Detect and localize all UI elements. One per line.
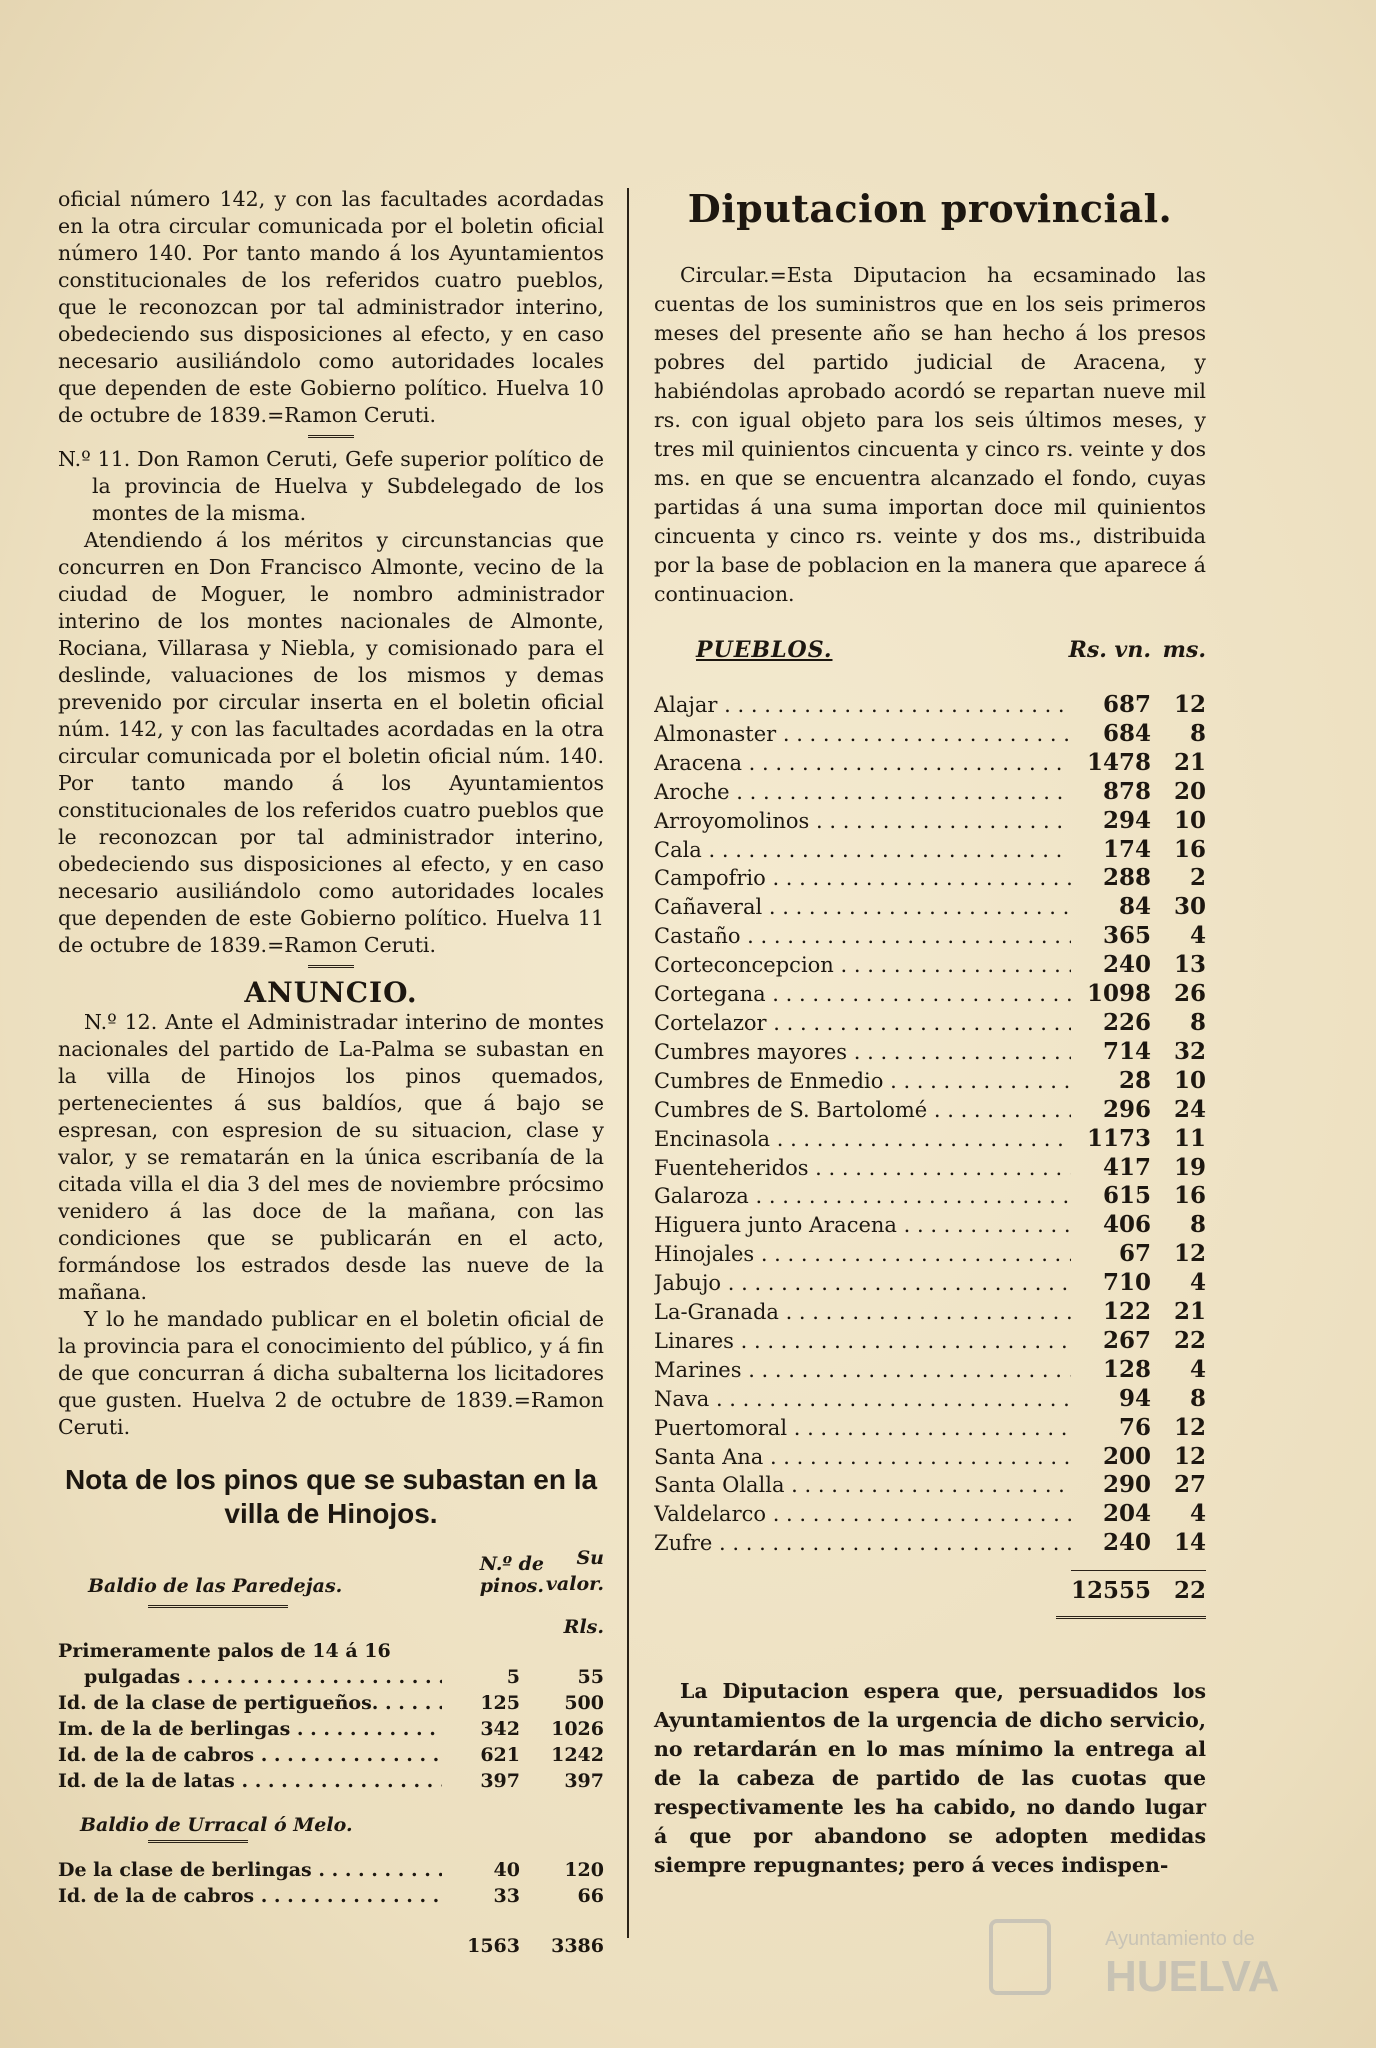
table-row [654,893,1206,922]
pueblo-name: Cumbres de S. Bartolomé . . . [654,1096,1071,1125]
pueblo-ms: 21 [1173,748,1206,776]
nota-rows-1 [58,1638,604,1794]
table-row [654,951,1206,980]
paragraph-5: Y lo he mandado publicar en el boletin oficial de la provincia para el conocimiento del público, y á fin de que concurran á dicha subalterna los licitadores que gusten. Huelva 2 de octubre de 1839.=Ramon Ceruti. [58,1307,604,1439]
table-row [58,1716,604,1742]
pueblo-rs: 878 [1102,777,1151,805]
pueblo-rs: 290 [1102,1471,1151,1499]
head-pueblos: PUEBLOS. [696,637,833,663]
separator [308,965,354,970]
nota-title: Nota de los pinos que se subastan en la villa de Hinojos. [64,1464,598,1529]
row-label: pulgadas . . . [58,1664,442,1690]
table-row [654,1038,1206,1067]
pueblo-ms: 13 [1173,951,1206,979]
table-row [654,1471,1206,1500]
table-row [58,1638,604,1664]
pueblo-rs: 288 [1102,864,1151,892]
pueblo-ms: 4 [1189,1355,1206,1383]
pueblo-rs: 122 [1102,1298,1151,1326]
table-row [654,1182,1206,1211]
paragraph-2: N.º 11. Don Ramon Ceruti, Gefe superior político de la provincia de Huelva y Subdelegado de los montes de la misma. [58,447,604,525]
pueblo-ms: 8 [1189,1008,1206,1036]
pueblo-rs: 226 [1102,1008,1151,1036]
total-ms: 22 [1151,1570,1206,1604]
table-row [654,1125,1206,1154]
pueblo-name: Marines . . . [654,1356,1071,1385]
pueblo-rs: 240 [1102,951,1151,979]
table-row [58,1690,604,1716]
pueblo-name: Campofrio . . . [654,864,1071,893]
row-label: Id. de la de cabros . . . [58,1883,442,1909]
pueblo-rs: 714 [1102,1037,1151,1065]
pueblo-name: La-Granada . . . [654,1298,1071,1327]
pueblo-ms: 4 [1189,1500,1206,1528]
pueblo-rs: 240 [1102,1529,1151,1557]
table-row [654,1327,1206,1356]
table-row [654,1269,1206,1298]
watermark-logo [985,1905,1305,2005]
table-row [654,1211,1206,1240]
pueblo-rs: 1098 [1086,980,1151,1008]
row-pinos: 33 [493,1885,520,1907]
table-row [654,1067,1206,1096]
separator [148,1605,288,1610]
row-label: De la clase de berlingas . . . [58,1857,442,1883]
pueblo-rs: 296 [1102,1095,1151,1123]
head-ms: ms. [1162,637,1206,663]
pueblo-name: Nava . . . [654,1385,1071,1414]
pueblo-name: Fuenteheridos . . . [654,1154,1071,1183]
pueblo-rs: 710 [1102,1269,1151,1297]
table-row [654,1443,1206,1472]
table-row [58,1768,604,1794]
table-row [654,1240,1206,1269]
table-row [654,1500,1206,1529]
pueblo-rs: 94 [1118,1384,1151,1412]
pueblo-name: Cortelazor . . . [654,1009,1071,1038]
row-valor: 66 [577,1885,604,1907]
pueblo-ms: 4 [1189,1269,1206,1297]
pueblo-ms: 12 [1173,691,1206,718]
pueblo-ms: 24 [1173,1095,1206,1123]
pueblo-ms: 16 [1173,835,1206,863]
pueblo-name: Higuera junto Aracena . . . [654,1211,1071,1240]
table-row [654,1298,1206,1327]
total-pinos: 1563 [467,1935,520,1957]
row-valor: 500 [564,1692,604,1714]
column-divider [627,188,629,1938]
table-row [654,691,1206,720]
pueblo-name: Cortegana . . . [654,980,1071,1009]
pueblo-ms: 32 [1173,1037,1206,1065]
table-row [58,1857,604,1883]
table-row [654,720,1206,749]
pueblo-ms: 8 [1189,1384,1206,1412]
pueblo-name: Castaño . . . [654,922,1071,951]
pueblo-ms: 30 [1173,893,1206,921]
pueblo-name: Cumbres mayores . . . [654,1038,1071,1067]
row-pinos: 397 [480,1770,520,1792]
pueblo-name: Hinojales . . . [654,1240,1071,1269]
table-row [654,807,1206,836]
row-label: Id. de la clase de pertigueños. . . . [58,1690,442,1716]
head-rs: Rs. vn. [1068,637,1151,663]
rls-label: Rls. [563,1616,604,1638]
table-row [654,778,1206,807]
pueblo-rs: 204 [1102,1500,1151,1528]
nota-totals [58,1935,604,1957]
col-head-valor [544,1545,604,1597]
row-valor: 120 [564,1859,604,1881]
pueblo-ms: 10 [1173,1066,1206,1094]
watermark-line2: HUELVA [1105,1952,1280,2001]
pueblo-ms: 4 [1189,922,1206,950]
pueblo-ms: 16 [1173,1182,1206,1210]
paragraph-1: oficial número 142, y con las facultades acordadas en la otra circular comunicada por el boletin oficial número 140. Por tanto mando á los Ayuntamientos constitucionales de los referidos cuatro pueblos, que le reconozcan por tal administrador interino, obedeciendo sus disposiciones al efecto, y en caso necesario ausiliándolo como autoridades locales que dependen de este Gobierno político. Huelva 10 de octubre de 1839.=Ramon Ceruti. [58,187,604,427]
pueblo-name: Linares . . . [654,1327,1071,1356]
pueblo-name: Alajar . . . [654,691,1071,720]
col-head-su: Su [576,1547,604,1569]
table-row [654,1154,1206,1183]
col-head-pinos: N.º de pinos. [479,1553,544,1597]
col-head-valor-word: valor. [545,1573,604,1595]
table-row [654,1356,1206,1385]
pueblo-rs: 615 [1102,1182,1151,1210]
pueblo-rs: 417 [1102,1153,1151,1181]
row-label: Primeramente palos de 14 á 16 [58,1640,391,1662]
table-row [654,980,1206,1009]
pueblo-name: Corteconcepcion . . . [654,951,1071,980]
shield-icon [991,1921,1049,1993]
left-column [58,186,604,1957]
row-label: Im. de la de berlingas . . . [58,1716,442,1742]
pueblo-name: Puertomoral . . . [654,1414,1071,1443]
row-label: Id. de la de latas . . . [58,1768,442,1794]
pueblo-name: Cumbres de Enmedio . . . [654,1067,1071,1096]
pueblo-ms: 12 [1173,1442,1206,1470]
pueblo-rs: 200 [1102,1442,1151,1470]
pueblo-name: Arroyomolinos . . . [654,807,1071,836]
pueblo-ms: 21 [1173,1298,1206,1326]
pueblo-name: Santa Ana . . . [654,1443,1071,1472]
pueblo-ms: 19 [1173,1153,1206,1181]
pueblo-name: Aracena . . . [654,749,1071,778]
nota-header [58,1545,604,1597]
table-row [654,836,1206,865]
section2-title: Baldio de Urracal ó Melo. [80,1814,353,1836]
table-row [58,1883,604,1909]
row-pinos: 621 [480,1744,520,1766]
pueblo-rs: 687 [1102,691,1151,718]
paragraph-4: N.º 12. Ante el Administradar interino de montes nacionales del partido de La-Palma se subastan en la villa de Hinojos los pinos quemados, pertenecientes á sus baldíos, que á bajo se espresan, con espresion de su situacion, clase y valor, y se rematarán en la única escribanía de la citada villa el dia 3 del mes de noviembre prócsimo venidero á las doce de la mañana, con las condiciones que se publicarán en el acto, formándose los estrados desde las nueve de la mañana. [58,1010,604,1304]
table-row [654,1096,1206,1125]
pueblo-rs: 294 [1102,806,1151,834]
paragraph-3: Atendiendo á los méritos y circunstancias que concurren en Don Francisco Almonte, vecino de la ciudad de Moguer, le nombro administrador interino de los montes nacionales de Almonte, Rociana, Villarasa y Niebla, y comisionado para el deslinde, valuaciones de los mismos y demas prevenido por circular inserta en el boletin oficial núm. 142, y con las facultades acordadas en la otra circular comunicada por el boletin oficial núm. 140. Por tanto mando á los Ayuntamientos constitucionales de los referidos cuatro pueblos que le reconozcan por tal administrador interino, obedeciendo sus disposiciones al efecto, y en caso necesario ausiliándolo como autoridades locales que dependen de este Gobierno político. Huelva 11 de octubre de 1839.=Ramon Ceruti. [58,528,604,957]
table-row [654,864,1206,893]
row-pinos: 342 [480,1718,520,1740]
pueblo-name: Santa Olalla . . . [654,1471,1071,1500]
table-row [654,1529,1206,1558]
total-rs: 12555 [1071,1570,1151,1604]
pueblo-ms: 14 [1173,1529,1206,1557]
pueblo-ms: 11 [1173,1124,1206,1152]
pueblo-rs: 684 [1102,719,1151,747]
pueblo-ms: 20 [1173,777,1206,805]
col-head-baldio: Baldio de las Paredejas. [88,1575,343,1597]
total-valor: 3386 [551,1935,604,1957]
anuncio-title: ANUNCIO. [244,976,418,1009]
table-row [654,1414,1206,1443]
pueblo-ms: 12 [1173,1240,1206,1268]
pueblo-name: Aroche . . . [654,778,1071,807]
nota-rows-2 [58,1857,604,1909]
pueblo-name: Almonaster . . . [654,720,1071,749]
table-row [58,1742,604,1768]
closing-paragraph: La Diputacion espera que, persuadidos los Ayuntamientos de la urgencia de dicho servicio, no retardarán en lo mas mínimo la entrega al de la cabeza de partido de las cuotas que respectivamente les ha cabido, no dando lugar á que por abandono se adopten medidas siempre repugnantes; pero á veces indispen- [654,1679,1206,1878]
pueblo-ms: 27 [1173,1471,1206,1499]
pueblo-rs: 28 [1118,1066,1151,1094]
watermark-line1: Ayuntamiento de [1105,1928,1255,1950]
pueblo-rs: 128 [1102,1355,1151,1383]
table-row [654,922,1206,951]
pueblo-ms: 10 [1173,806,1206,834]
row-valor: 55 [577,1666,604,1688]
pueblo-ms: 2 [1189,864,1206,892]
row-pinos: 40 [493,1859,520,1881]
row-pinos: 5 [506,1666,520,1688]
pueblo-rs: 1478 [1086,748,1151,776]
pueblo-name: Galaroza . . . [654,1182,1071,1211]
pueblo-rs: 365 [1102,922,1151,950]
row-label: Id. de la de cabros . . . [58,1742,442,1768]
pueblo-rs: 1173 [1086,1124,1151,1152]
pueblo-rs: 174 [1102,835,1151,863]
separator [308,435,354,440]
pueblo-rs: 406 [1102,1211,1151,1239]
separator [148,1840,248,1845]
pueblo-rs: 76 [1118,1413,1151,1441]
pueblos-total [654,1570,1206,1604]
row-valor: 1026 [551,1718,604,1740]
section-title: Diputacion provincial. [687,186,1173,231]
row-valor: 1242 [551,1744,604,1766]
circular-paragraph: Circular.=Esta Diputacion ha ecsaminado las cuentas de los suministros que en los seis primeros meses del presente año se han hecho á los presos pobres del partido judicial de Aracena, y habiéndolas aprobado acordó se repartan nueve mil rs. con igual objeto para los seis últimos meses, y tres mil quinientos cincuenta y cinco rs. veinte y dos ms. en que se encuentra alcanzado el fondo, cuyas partidas á una suma importan doce mil quinientos cincuenta y cinco rs. veinte y dos ms., distribuida por la base de poblacion en la manera que aparece á continuacion. [654,263,1206,606]
pueblo-name: Valdelarco . . . [654,1500,1071,1529]
row-pinos: 125 [480,1692,520,1714]
pueblo-name: Jabujo . . . [654,1269,1071,1298]
pueblos-header [654,637,1206,663]
pueblo-name: Encinasola . . . [654,1125,1071,1154]
table-row [58,1664,604,1690]
pueblo-name: Cañaveral . . . [654,893,1071,922]
pueblo-name: Zufre . . . [654,1529,1071,1558]
table-row [654,1385,1206,1414]
table-row [654,749,1206,778]
row-valor: 397 [564,1770,604,1792]
pueblo-ms: 8 [1189,719,1206,747]
pueblo-ms: 26 [1173,980,1206,1008]
pueblo-rs: 267 [1102,1326,1151,1354]
pueblo-name: Cala . . . [654,836,1071,865]
pueblo-ms: 12 [1173,1413,1206,1441]
pueblo-rs: 84 [1118,893,1151,921]
pueblos-table [654,691,1206,1558]
table-row [654,1009,1206,1038]
pueblo-ms: 8 [1189,1211,1206,1239]
right-column [654,186,1206,1880]
pueblo-ms: 22 [1173,1326,1206,1354]
pueblo-rs: 67 [1118,1240,1151,1268]
